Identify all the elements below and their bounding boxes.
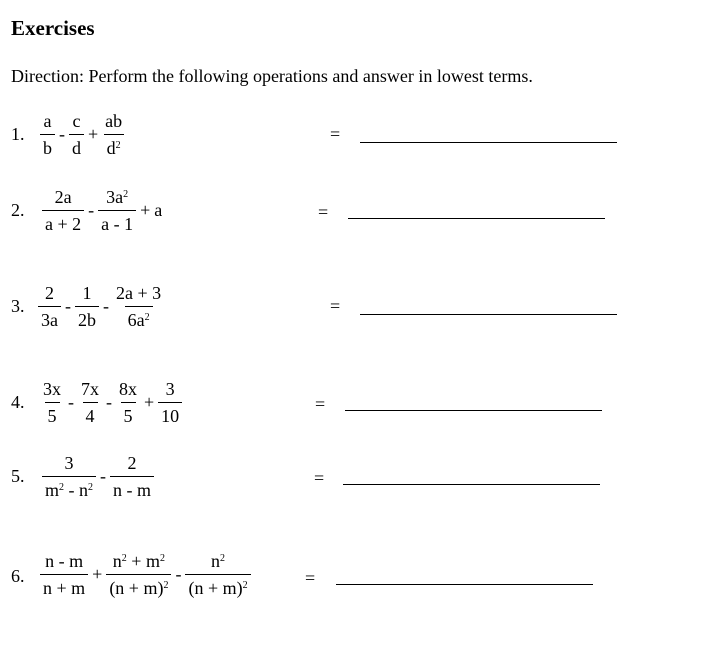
equals-sign: = xyxy=(305,568,316,588)
expression xyxy=(36,282,166,331)
fraction: $\frac{n - m}{n + m}$ xyxy=(40,550,88,599)
expression xyxy=(38,550,253,599)
fraction: $\frac{1}{2b}$ xyxy=(75,282,99,331)
operator: + xyxy=(92,564,103,584)
operator: - xyxy=(65,296,71,316)
operator: + xyxy=(88,124,99,144)
exercise-number: 6. xyxy=(11,566,25,586)
operator: - xyxy=(103,296,109,316)
fraction: $\frac{2a + 3}{6a^2}$ xyxy=(116,283,162,330)
equals-sign: = xyxy=(315,394,326,414)
fraction: $\frac{2}{n - m}$ xyxy=(110,452,154,501)
equals-sign: = xyxy=(314,468,325,488)
answer-blank[interactable] xyxy=(360,313,617,315)
exercise-number: 4. xyxy=(11,392,25,412)
fraction: $\frac{3}{m^2 - n^2}$ xyxy=(42,452,96,501)
operator: + xyxy=(140,200,151,220)
expression xyxy=(38,378,184,427)
fraction: $\frac{3a^2}{a - 1}$ xyxy=(98,186,136,235)
exercise-5 xyxy=(0,452,714,532)
operator: - xyxy=(88,200,95,220)
operator: - xyxy=(68,392,74,412)
answer-blank[interactable] xyxy=(348,217,605,219)
fraction: $\frac{3}{10}$ xyxy=(158,378,182,427)
fraction: $\frac{a}{b}$ xyxy=(40,110,55,159)
operator: - xyxy=(106,392,112,412)
fraction: $\frac{c}{d}$ xyxy=(69,110,84,159)
fraction: $\frac{3x}{5}$ xyxy=(43,379,61,426)
operator: - xyxy=(100,466,107,486)
fraction: $\frac{7x}{4}$ xyxy=(81,379,99,426)
term: a xyxy=(154,200,163,220)
exercise-number: 2. xyxy=(11,200,25,220)
answer-blank[interactable] xyxy=(345,409,602,411)
equals-sign: = xyxy=(318,202,329,222)
answer-blank[interactable] xyxy=(360,141,617,143)
answer-blank[interactable] xyxy=(336,583,593,585)
exercise-4 xyxy=(0,378,714,458)
operator: + xyxy=(144,392,155,412)
exercise-number: 5. xyxy=(11,466,25,486)
operator: - xyxy=(175,564,182,584)
operator: - xyxy=(59,124,65,144)
exercise-number: 1. xyxy=(11,124,25,144)
fraction: $\frac{n^2}{(n + m)^2}$ xyxy=(185,550,250,599)
fraction: $\frac{ab}{d^2}$ xyxy=(105,111,123,158)
fraction: $\frac{8x}{5}$ xyxy=(119,379,137,426)
equals-sign: = xyxy=(330,296,341,316)
exercise-3 xyxy=(0,282,714,362)
expression xyxy=(40,186,164,235)
expression xyxy=(38,110,127,159)
exercise-2 xyxy=(0,186,714,266)
page-title: Exercises xyxy=(11,16,95,40)
answer-blank[interactable] xyxy=(343,483,600,485)
equals-sign: = xyxy=(330,124,341,144)
direction-text: Direction: Perform the following operations and answer in lowest terms. xyxy=(11,66,533,86)
expression xyxy=(40,452,156,501)
fraction: $\frac{2a}{a + 2}$ xyxy=(42,186,84,235)
fraction: $\frac{n^2 + m^2}{(n + m)^2}$ xyxy=(106,550,171,599)
exercise-6 xyxy=(0,550,714,630)
fraction: $\frac{2}{3a}$ xyxy=(38,282,61,331)
exercise-number: 3. xyxy=(11,296,25,316)
exercise-1 xyxy=(0,110,714,190)
